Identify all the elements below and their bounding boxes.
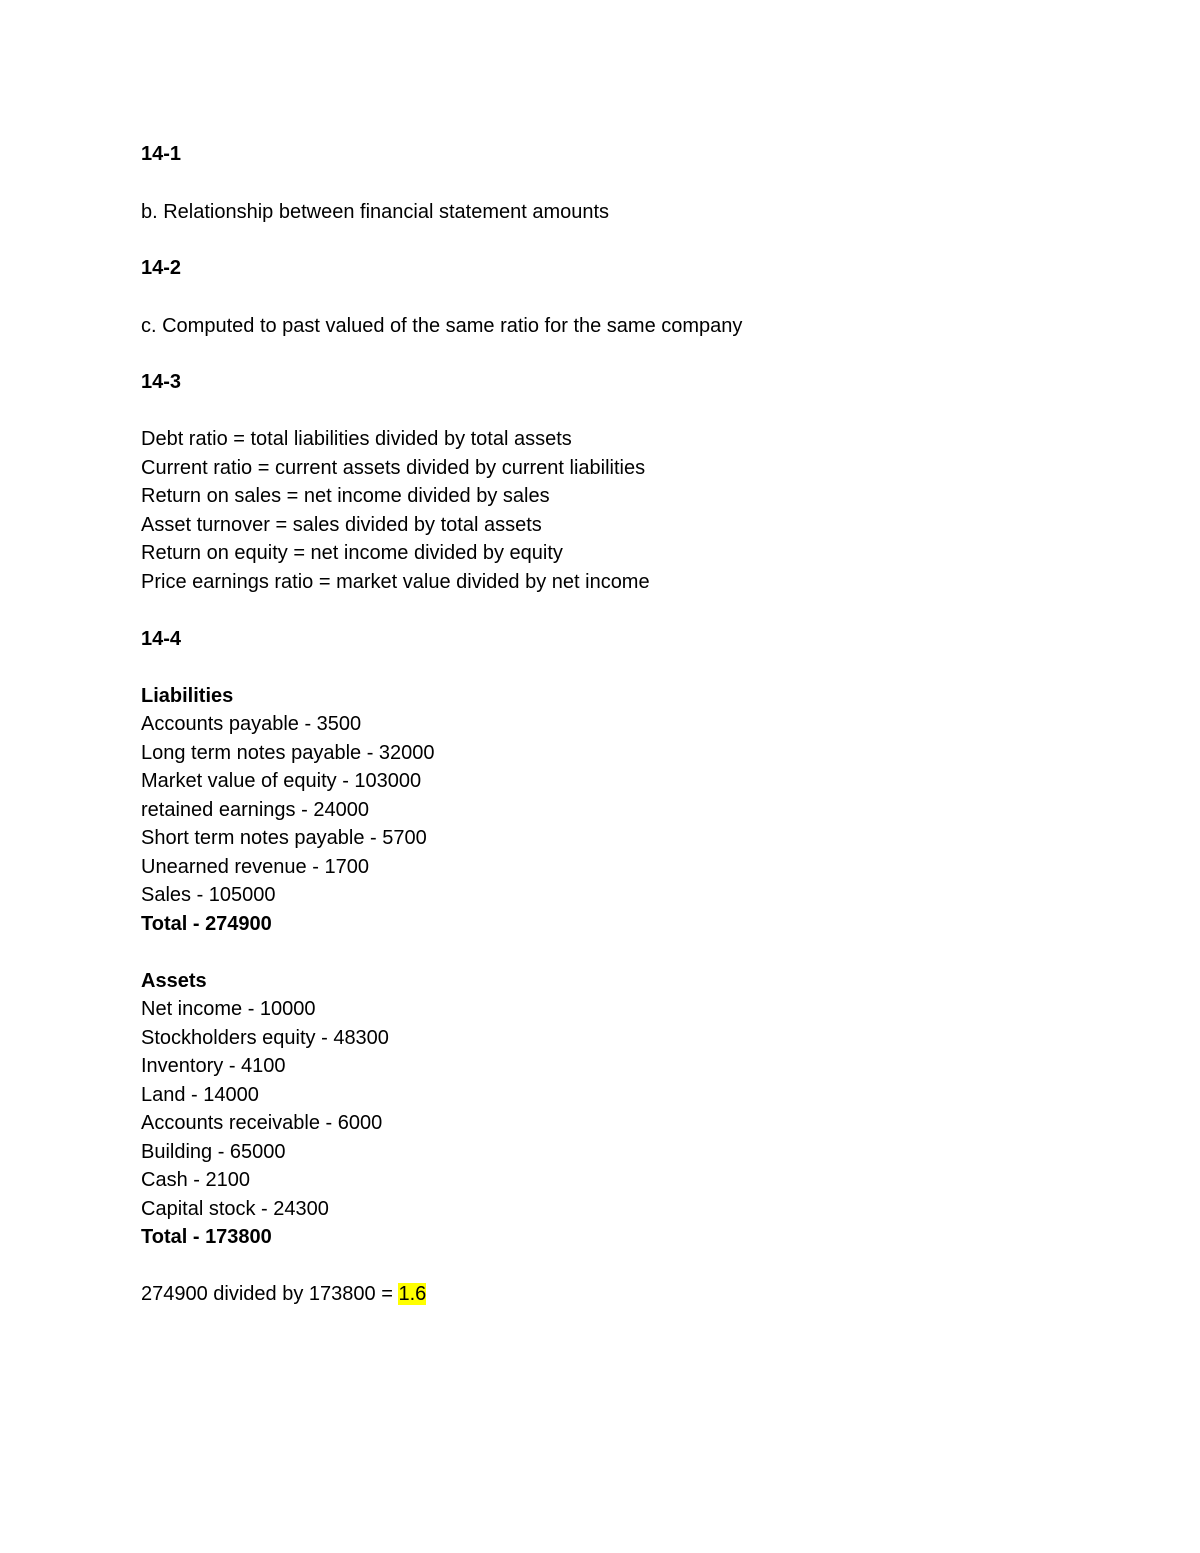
question-heading-14-3: 14-3 bbox=[141, 371, 182, 393]
question-heading-14-1: 14-1 bbox=[141, 143, 182, 165]
liability-item: Unearned revenue - 1700 bbox=[141, 856, 369, 878]
liabilities-heading: Liabilities bbox=[141, 685, 234, 707]
asset-item: Accounts receivable - 6000 bbox=[141, 1112, 383, 1134]
ratio-definition: Price earnings ratio = market value divided by net income bbox=[141, 571, 650, 593]
liabilities-total: Total - 274900 bbox=[141, 913, 272, 935]
asset-item: Building - 65000 bbox=[141, 1141, 286, 1163]
asset-item: Stockholders equity - 48300 bbox=[141, 1027, 389, 1049]
calculation-expression: 274900 divided by 173800 = bbox=[141, 1283, 399, 1305]
ratio-definition: Return on equity = net income divided by equity bbox=[141, 542, 563, 564]
answer-14-1: b. Relationship between financial statement amounts bbox=[141, 201, 610, 223]
asset-item: Land - 14000 bbox=[141, 1084, 259, 1106]
liability-item: Short term notes payable - 5700 bbox=[141, 827, 427, 849]
ratio-calculation bbox=[141, 1280, 426, 1308]
assets-heading: Assets bbox=[141, 970, 207, 992]
ratio-definition: Current ratio = current assets divided by current liabilities bbox=[141, 457, 646, 479]
ratio-definition: Asset turnover = sales divided by total assets bbox=[141, 514, 542, 536]
asset-item: Capital stock - 24300 bbox=[141, 1198, 329, 1220]
assets-total: Total - 173800 bbox=[141, 1226, 272, 1248]
asset-item: Net income - 10000 bbox=[141, 998, 316, 1020]
liability-item: Long term notes payable - 32000 bbox=[141, 742, 435, 764]
document-page bbox=[141, 0, 1101, 1553]
question-heading-14-4: 14-4 bbox=[141, 628, 182, 650]
calculation-result-highlighted: 1.6 bbox=[398, 1283, 427, 1305]
ratio-definition: Debt ratio = total liabilities divided by total assets bbox=[141, 428, 572, 450]
asset-item: Cash - 2100 bbox=[141, 1169, 250, 1191]
question-heading-14-2: 14-2 bbox=[141, 257, 182, 279]
liability-item: Market value of equity - 103000 bbox=[141, 770, 422, 792]
answer-14-2: c. Computed to past valued of the same ratio for the same company bbox=[141, 315, 743, 337]
asset-item: Inventory - 4100 bbox=[141, 1055, 286, 1077]
liability-item: retained earnings - 24000 bbox=[141, 799, 369, 821]
ratio-definition: Return on sales = net income divided by sales bbox=[141, 485, 550, 507]
liability-item: Accounts payable - 3500 bbox=[141, 713, 362, 735]
liability-item: Sales - 105000 bbox=[141, 884, 276, 906]
